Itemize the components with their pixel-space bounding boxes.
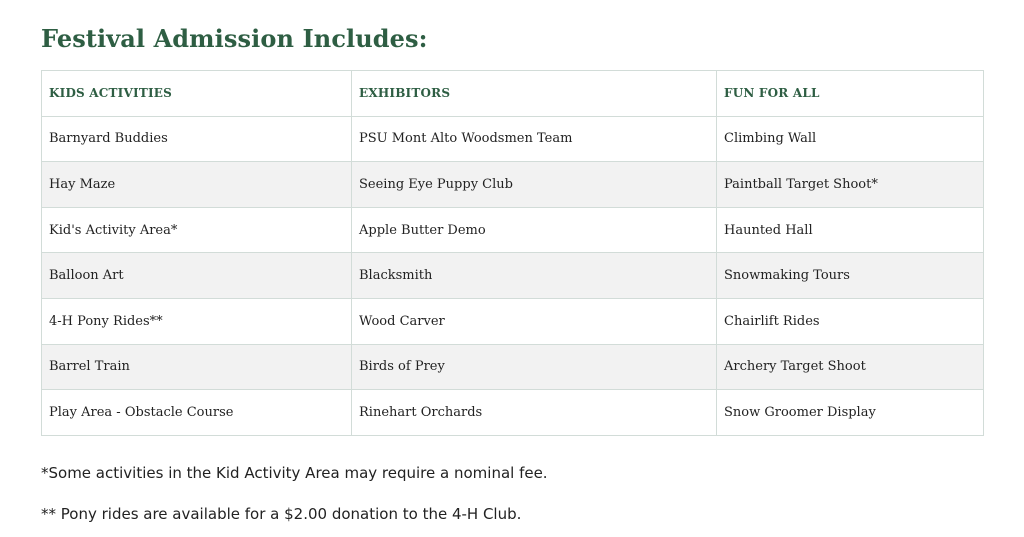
table-cell: Wood Carver bbox=[352, 298, 717, 344]
table-cell: Barrel Train bbox=[42, 344, 352, 390]
table-cell: Snowmaking Tours bbox=[717, 253, 984, 299]
table-row bbox=[42, 344, 984, 390]
footnote-pony-rides: ** Pony rides are available for a $2.00 donation to the 4-H Club. bbox=[41, 505, 522, 523]
table-cell: Hay Maze bbox=[42, 162, 352, 208]
table-cell: Barnyard Buddies bbox=[42, 116, 352, 162]
table-row bbox=[42, 116, 984, 162]
table-header-row bbox=[42, 71, 984, 117]
table-cell: Archery Target Shoot bbox=[717, 344, 984, 390]
table-cell: Climbing Wall bbox=[717, 116, 984, 162]
table-row bbox=[42, 162, 984, 208]
table-cell: Seeing Eye Puppy Club bbox=[352, 162, 717, 208]
table-row bbox=[42, 298, 984, 344]
table-row bbox=[42, 253, 984, 299]
table-cell: Rinehart Orchards bbox=[352, 390, 717, 436]
table-cell: Haunted Hall bbox=[717, 207, 984, 253]
column-header-exhibitors: EXHIBITORS bbox=[352, 71, 717, 117]
table-cell: PSU Mont Alto Woodsmen Team bbox=[352, 116, 717, 162]
column-header-fun-for-all: FUN FOR ALL bbox=[717, 71, 984, 117]
table-cell: 4-H Pony Rides** bbox=[42, 298, 352, 344]
page-title: Festival Admission Includes: bbox=[41, 24, 428, 53]
table-cell: Snow Groomer Display bbox=[717, 390, 984, 436]
table-row bbox=[42, 207, 984, 253]
footnote-nominal-fee: *Some activities in the Kid Activity Area may require a nominal fee. bbox=[41, 464, 548, 482]
table-cell: Kid's Activity Area* bbox=[42, 207, 352, 253]
table-cell: Balloon Art bbox=[42, 253, 352, 299]
column-header-kids-activities: KIDS ACTIVITIES bbox=[42, 71, 352, 117]
table-cell: Paintball Target Shoot* bbox=[717, 162, 984, 208]
table-cell: Play Area - Obstacle Course bbox=[42, 390, 352, 436]
table-row bbox=[42, 390, 984, 436]
table-cell: Blacksmith bbox=[352, 253, 717, 299]
admission-table bbox=[41, 70, 984, 436]
table-cell: Apple Butter Demo bbox=[352, 207, 717, 253]
table-cell: Birds of Prey bbox=[352, 344, 717, 390]
table-cell: Chairlift Rides bbox=[717, 298, 984, 344]
